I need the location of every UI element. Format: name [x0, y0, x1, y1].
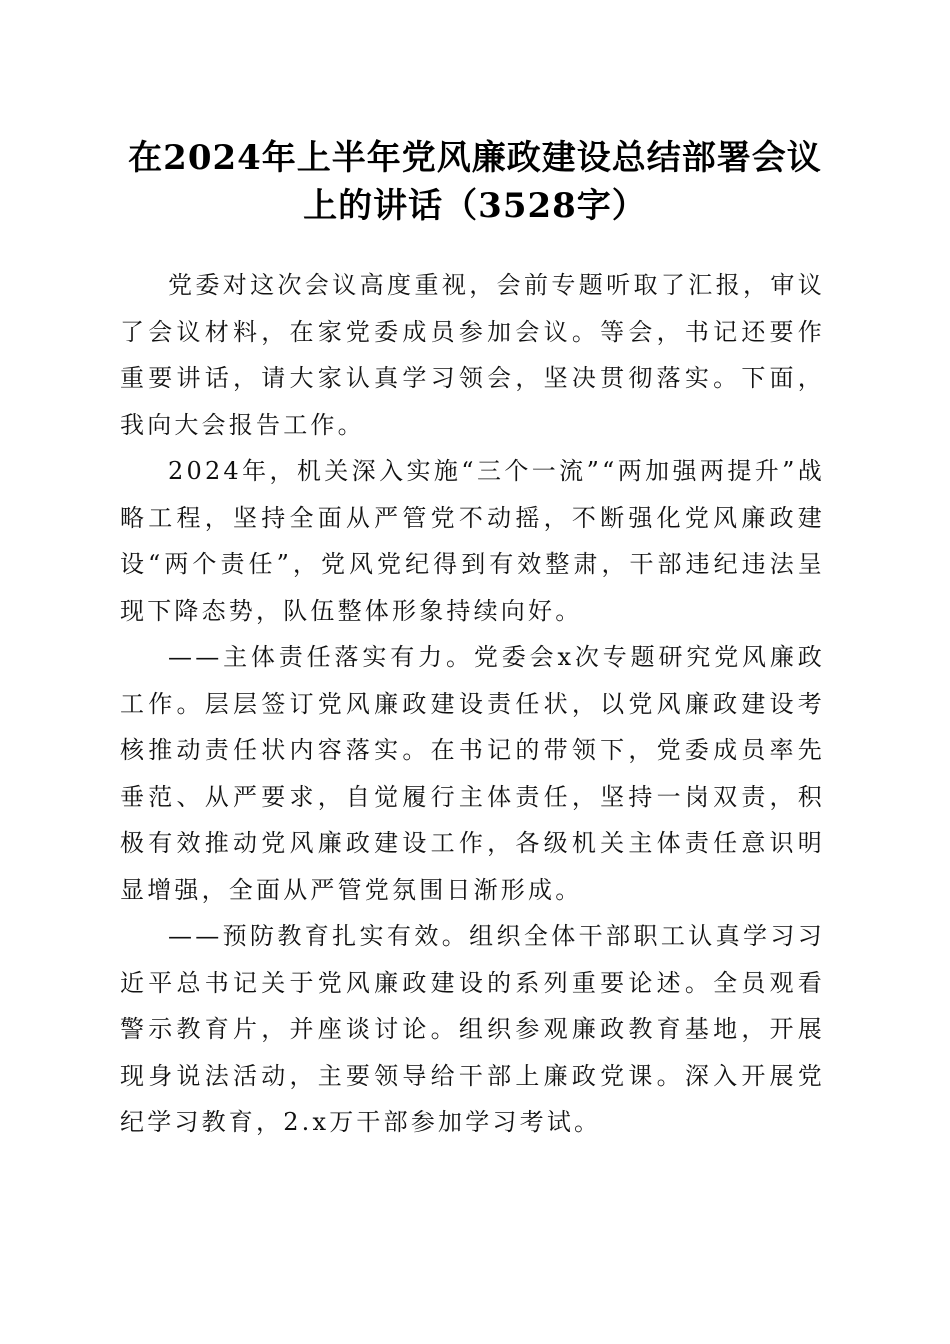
title-line-2: 上的讲话（3528字） — [303, 186, 647, 226]
paragraph-prevention-education: ——预防教育扎实有效。组织全体干部职工认真学习习近平总书记关于党风廉政建设的系列重要论述。全员观看警示教育片，并座谈讨论。组织参观廉政教育基地，开展现身说法活动，主要领导给干部上廉政党课。深入开展党纪学习教育，2.x万干部参加学习考试。 — [120, 922, 825, 1136]
paragraph-overview: 2024年，机关深入实施“三个一流”“两加强两提升”战略工程，坚持全面从严管党不动摇，不断强化党风廉政建设“两个责任”，党风党纪得到有效整肃，干部违纪违法呈现下降态势，队伍整体形象持续向好。 — [120, 457, 825, 625]
paragraph-intro: 党委对这次会议高度重视，会前专题听取了汇报，审议了会议材料，在家党委成员参加会议。等会，书记还要作重要讲话，请大家认真学习领会，坚决贯彻落实。下面，我向大会报告工作。 — [120, 271, 825, 439]
document-title — [110, 134, 840, 230]
paragraph-main-responsibility: ——主体责任落实有力。党委会x次专题研究党风廉政工作。层层签订党风廉政建设责任状，以党风廉政建设考核推动责任状内容落实。在书记的带领下，党委成员率先垂范、从严要求，自觉履行主体责任，坚持一岗双责，积极有效推动党风廉政建设工作，各级机关主体责任意识明显增强，全面从严管党氛围日渐形成。 — [120, 643, 825, 904]
document-body — [120, 262, 825, 1146]
title-line-1: 在2024年上半年党风廉政建设总结部署会议 — [128, 138, 822, 178]
